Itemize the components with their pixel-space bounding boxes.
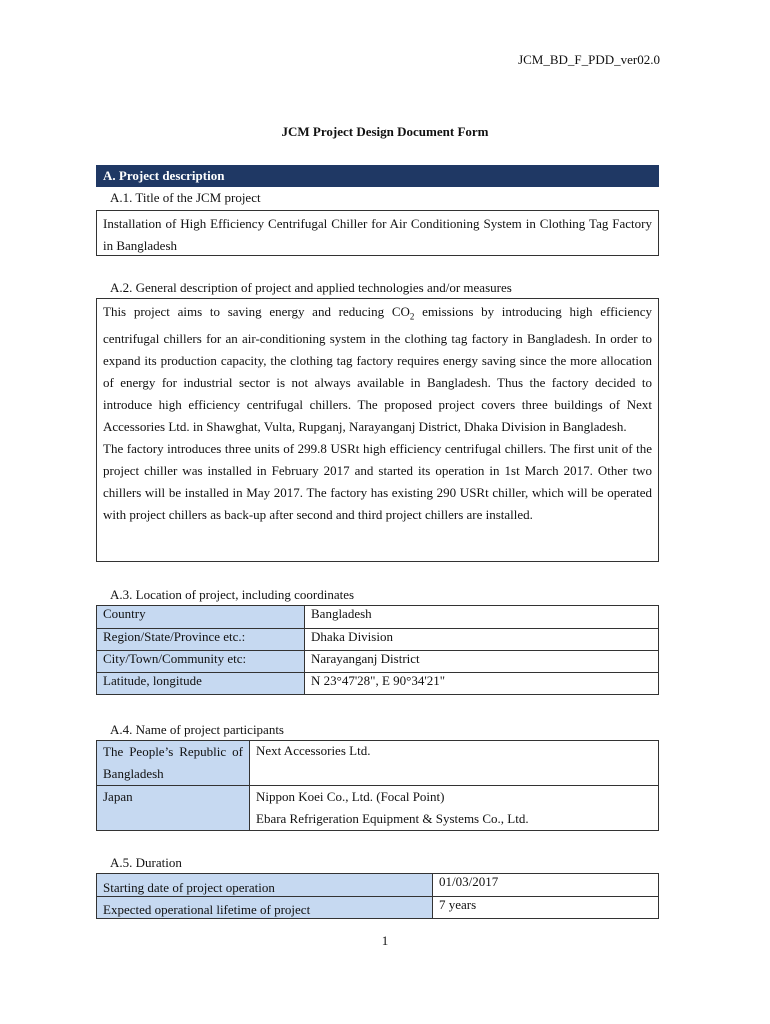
a4-party-cell: Japan — [97, 786, 250, 831]
table-row — [97, 629, 659, 651]
table-row — [97, 874, 659, 897]
table-row — [97, 606, 659, 629]
a4-label: A.4. Name of project participants — [110, 722, 284, 737]
a3-location-table — [96, 605, 659, 695]
a5-value-cell: 7 years — [433, 897, 659, 919]
a2-paragraph-1: This project aims to saving energy and reducing $CO_2$ emissions by introducing high efficiency centrifugal chillers for an air-conditioning system in the clothing tag factory in Bangladesh. In order to expand its production capacity, the clothing tag factory requires energy saving since the more allocation of energy for industrial sector is not always available in Bangladesh. Thus the factory decided to introduce high efficiency centrifugal chillers. The proposed project covers three buildings of Next Accessories Ltd. in Shawghat, Vulta, Rupganj, Narayanganj District, Dhaka Division in Bangladesh. — [103, 304, 652, 434]
a3-value-cell: Narayanganj District — [305, 651, 659, 673]
a1-title-box — [96, 210, 659, 256]
a3-label: A.3. Location of project, including coordinates — [110, 587, 355, 602]
a3-value-cell: Dhaka Division — [305, 629, 659, 651]
a4-participants-cell — [250, 786, 659, 831]
a5-key-cell: Expected operational lifetime of project — [97, 897, 433, 919]
a4-participants-table — [96, 740, 659, 831]
section-a-heading: A. Project description — [96, 165, 659, 187]
document-id: JCM_BD_F_PDD_ver02.0 — [518, 52, 660, 67]
a3-value-cell: Bangladesh — [305, 606, 659, 629]
a2-paragraph-2: The factory introduces three units of 299.8 USRt high efficiency centrifugal chillers. The first unit of the project chiller was installed in February 2017 and started its operation in 1st March 2017. Other two chillers will be installed in May 2017. The factory has existing 290 USRt chiller, which will be operated with project chillers as back-up after second and third project chillers are installed. — [103, 440, 652, 522]
a3-key-cell: City/Town/Community etc: — [97, 651, 305, 673]
table-row — [97, 673, 659, 695]
document-title: JCM Project Design Document Form — [281, 124, 489, 139]
a4-party-cell: The People’s Republic of Bangladesh — [97, 741, 250, 786]
a5-value-cell: 01/03/2017 — [433, 874, 659, 897]
participant-name: Ebara Refrigeration Equipment & Systems Co., Ltd. — [256, 811, 529, 826]
page-number: 1 — [381, 933, 389, 948]
table-row — [97, 897, 659, 919]
participant-name: Nippon Koei Co., Ltd. (Focal Point) — [256, 789, 445, 804]
table-row — [97, 651, 659, 673]
a3-value-cell: N 23°47'28", E 90°34'21" — [305, 673, 659, 695]
a3-key-cell: Region/State/Province etc.: — [97, 629, 305, 651]
a3-key-cell: Country — [97, 606, 305, 629]
a1-label: A.1. Title of the JCM project — [110, 190, 261, 205]
a5-label: A.5. Duration — [110, 855, 182, 870]
a5-duration-table — [96, 873, 659, 919]
table-row — [97, 741, 659, 786]
table-row — [97, 786, 659, 831]
participant-name: Next Accessories Ltd. — [256, 743, 371, 758]
a5-key-cell: Starting date of project operation — [97, 874, 433, 897]
a4-participants-cell — [250, 741, 659, 786]
a2-description-box — [96, 298, 659, 562]
a3-key-cell: Latitude, longitude — [97, 673, 305, 695]
a2-label: A.2. General description of project and applied technologies and/or measures — [110, 280, 512, 295]
a1-title-text: Installation of High Efficiency Centrifugal Chiller for Air Conditioning System in Clothing Tag Factory in Bangladesh — [103, 216, 652, 253]
